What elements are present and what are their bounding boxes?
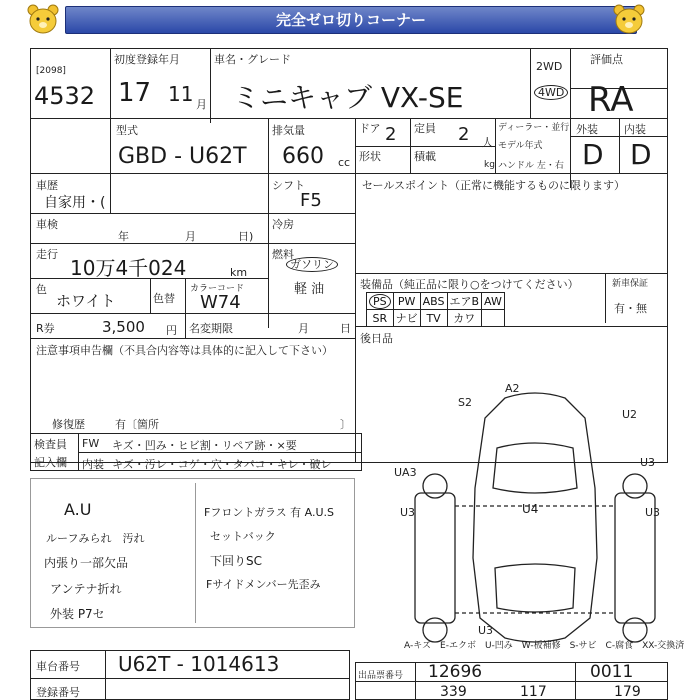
recycle-unit: 円 <box>166 324 177 337</box>
new-car-warranty-label: 新車保証 <box>612 279 649 289</box>
model-name-label: 車名・グレード <box>214 53 291 66</box>
auction-ref-2: 0011 <box>590 662 634 682</box>
new-car-warranty-value: 有・無 <box>614 302 647 315</box>
diagram-mark-6: U4 <box>522 502 539 516</box>
auction-ref-label: 出品票番号 <box>358 671 404 681</box>
color-change-label: 色替 <box>153 292 175 305</box>
name-change-month: 月 <box>298 322 309 335</box>
doors-value: 2 <box>385 124 397 145</box>
capacity-label: 定員 <box>414 122 436 135</box>
banner <box>0 0 700 38</box>
chassis-value: U62T - 1014613 <box>118 652 280 676</box>
history-label: 車歴 <box>36 179 58 192</box>
displacement-unit: cc <box>338 156 351 169</box>
chassis-label: 車台番号 <box>36 660 80 673</box>
equipment-tv: TV <box>420 310 447 327</box>
rear-seat-label: 後日品 <box>360 332 393 345</box>
equipment-sr: SR <box>367 310 394 327</box>
auction-ref-1: 12696 <box>428 662 483 682</box>
comment-right-4: Fサイドメンバー先歪み <box>206 578 321 591</box>
equipment-aw: AW <box>482 293 505 310</box>
diagram-mark-9: U3 <box>478 624 494 637</box>
name-change-label: 名変期限 <box>189 322 233 335</box>
comment-right-2: セットバック <box>210 530 276 543</box>
diagram-mark-8: U3 <box>645 506 661 519</box>
inspector-interior: 内装 <box>82 458 104 471</box>
inspection-day: 日) <box>238 230 254 243</box>
diagram-mark-7: U3 <box>400 506 416 519</box>
inspection-year: 年 <box>118 230 129 243</box>
registration-year: 17 <box>118 78 152 108</box>
drive-2wd-label: 2WD <box>536 60 563 73</box>
aircon-label: 冷房 <box>272 218 294 231</box>
diagram-mark-3: U2 <box>622 408 638 421</box>
name-change-day: 日 <box>340 322 351 335</box>
evaluation-label: 評価点 <box>590 53 623 66</box>
diagram-mark-2: S2 <box>458 396 472 409</box>
drive-4wd-value: 4WD <box>534 86 568 99</box>
comment-right-1: Fフロントガラス 有 A.U.S <box>204 506 335 519</box>
equipment-grid <box>366 292 505 327</box>
inspection-month: 月 <box>185 230 196 243</box>
recycle-label: R券 <box>36 322 55 335</box>
lot-ref: [2098] <box>36 66 66 76</box>
load-label: 積載 <box>414 150 436 163</box>
repair-label: 修復歴 <box>52 418 85 431</box>
repair-value: 有〔箇所 <box>115 418 159 431</box>
model-year-label: モデル年式 <box>498 141 543 151</box>
fuel-gas: ガソリン <box>286 256 338 272</box>
interior-label: 内装 <box>624 123 646 136</box>
comment-left-3: 内張り一部欠品 <box>44 556 129 570</box>
banner-title: 完全ゼロ切りコーナー <box>65 6 637 34</box>
sales-point-label: セールスポイント（正常に機能するものに限ります） <box>362 179 626 192</box>
evaluation-score: RA <box>588 80 634 120</box>
comment-left-5: 外装 P7セ <box>50 607 105 621</box>
color-value: ホワイト <box>56 292 116 310</box>
auction-row2-3: 179 <box>614 684 641 700</box>
fuel-label: 燃料 <box>272 248 294 261</box>
comment-left-4: アンテナ折れ <box>50 582 122 596</box>
registration-label: 初度登録年月 <box>114 53 180 66</box>
equipment-leather: カワ <box>447 310 482 327</box>
inspector-fw-items: キズ・凹み・ヒビ割・リペア跡・×要 <box>112 439 297 452</box>
inspector-label: 検査員 <box>34 438 67 451</box>
auction-row2-2: 117 <box>520 684 547 700</box>
diagram-mark-4: U3 <box>640 456 656 469</box>
fuel-diesel: 軽 油 <box>294 282 325 297</box>
diagram-legend: A-キズ E-エクボ U-凹み W-板補修 S-サビ C-腐食 XX-交換済 <box>404 641 685 651</box>
dealer-label: ディーラー・並行 <box>498 123 570 133</box>
exterior-label: 外装 <box>576 123 598 136</box>
mileage-unit: km <box>230 266 248 279</box>
interior-grade: D <box>630 138 652 171</box>
equipment-abs: ABS <box>420 293 447 310</box>
mileage-label: 走行 <box>36 248 58 261</box>
type-label: 型式 <box>116 124 138 137</box>
mileage-value: 10万4千024 <box>70 256 187 280</box>
color-code-value: W74 <box>200 292 241 313</box>
bear-mascot-icon <box>26 3 60 35</box>
shape-label: 形状 <box>359 150 381 163</box>
registration-month-unit: 月 <box>196 98 207 111</box>
equipment-pw: PW <box>393 293 420 310</box>
inspector-interior-items: キズ・汚レ・コゲ・穴・タバコ・キレ・破レ <box>112 458 332 471</box>
inspector-fw: FW <box>82 437 100 450</box>
history-value: 自家用・( <box>44 195 106 211</box>
inspection-label: 車検 <box>36 218 58 231</box>
diagram-mark-1: A2 <box>505 382 520 395</box>
equipment-airbag: エアB <box>447 293 482 310</box>
bear-mascot-icon <box>612 3 646 35</box>
doors-label: ドア <box>359 122 381 135</box>
recycle-value: 3,500 <box>102 318 145 336</box>
registration-month: 11 <box>168 82 194 106</box>
auction-row2-1: 339 <box>440 684 467 700</box>
equipment-empty <box>482 310 505 327</box>
type-value: GBD - U62T <box>118 144 247 169</box>
comment-left-2: ルーフみられ 汚れ <box>46 532 145 545</box>
notes-label: 注意事項申告欄（不具合内容等は具体的に記入して下さい） <box>36 344 333 357</box>
diagram-mark-5: UA3 <box>394 466 417 479</box>
auction-sheet <box>0 38 700 700</box>
equipment-ps: PS <box>367 293 394 310</box>
capacity-value: 2 <box>458 124 470 145</box>
equipment-navi: ナビ <box>393 310 420 327</box>
load-unit: kg <box>484 160 495 170</box>
color-code-label: カラーコード <box>190 284 245 294</box>
displacement-label: 排気量 <box>272 124 305 137</box>
handle-label: ハンドル 左・右 <box>498 161 564 171</box>
inspector-entry-label: 記入欄 <box>34 456 67 469</box>
capacity-unit: 人 <box>482 136 493 149</box>
displacement-value: 660 <box>282 144 324 169</box>
comment-right-3: 下回りSC <box>210 554 262 568</box>
model-name-value: ミニキャブ VX-SE <box>232 81 464 114</box>
exterior-grade: D <box>582 138 604 171</box>
shift-value: F5 <box>300 190 322 211</box>
registration-no-label: 登録番号 <box>36 686 80 699</box>
color-label: 色 <box>36 283 47 296</box>
lot-number: 4532 <box>34 82 96 110</box>
equipment-label: 装備品（純正品に限り○をつけてください） <box>360 278 579 291</box>
repair-close: 〕 <box>340 418 351 431</box>
shift-label: シフト <box>272 179 305 192</box>
comment-left-1: A.U <box>64 500 92 519</box>
